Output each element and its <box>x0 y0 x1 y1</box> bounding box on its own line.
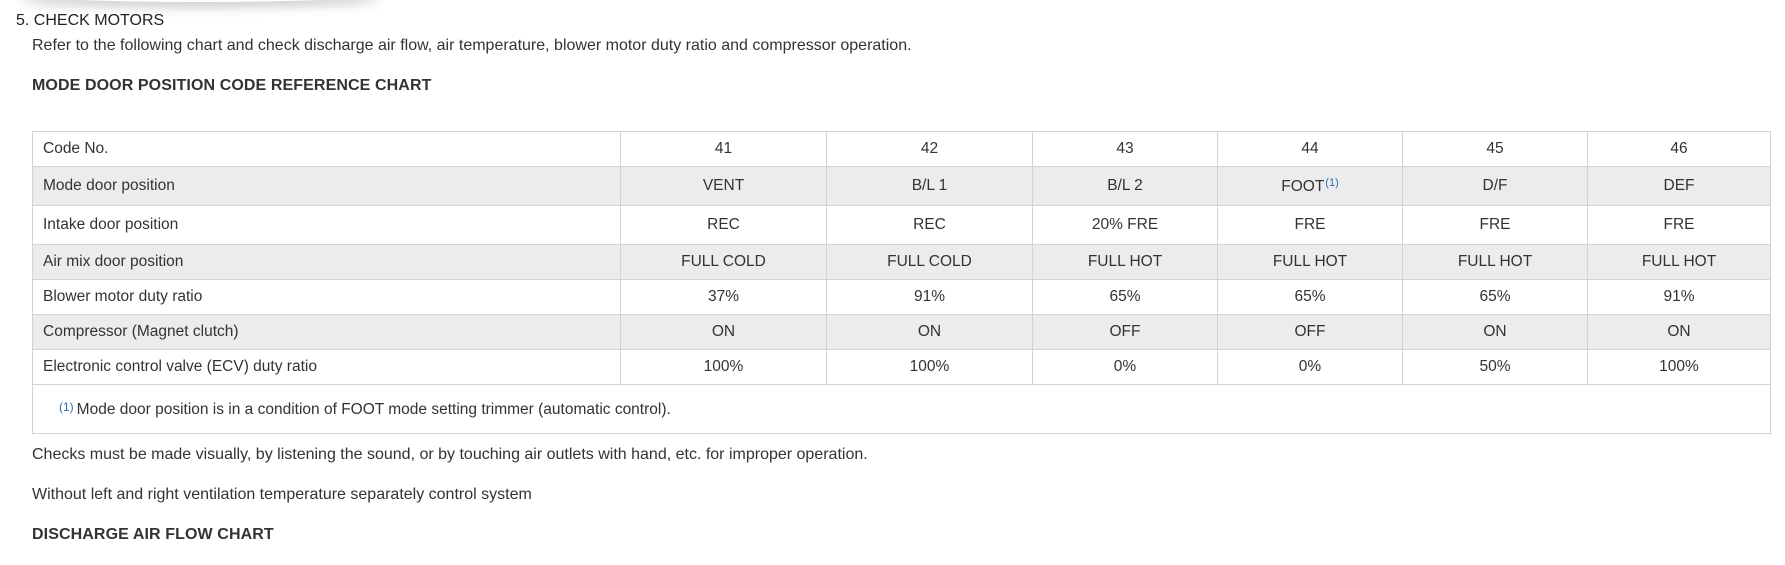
code-cell: 43 <box>1033 132 1218 167</box>
table-cell: ON <box>1403 315 1588 350</box>
checks-paragraph: Checks must be made visually, by listening the sound, or by touching air outlets with hand, etc. for improper operation. <box>32 446 868 463</box>
code-cell: 42 <box>827 132 1033 167</box>
table-cell: FRE <box>1588 206 1771 245</box>
table-cell: FULL COLD <box>827 245 1033 280</box>
table-row-compressor <box>33 315 1771 350</box>
table-cell: B/L 1 <box>827 167 1033 206</box>
discharge-chart-heading: DISCHARGE AIR FLOW CHART <box>32 526 274 543</box>
footnote-link[interactable]: (1) <box>1325 176 1339 189</box>
table-cell: REC <box>621 206 827 245</box>
table-cell: D/F <box>1403 167 1588 206</box>
mode-chart-heading: MODE DOOR POSITION CODE REFERENCE CHART <box>32 77 432 94</box>
table-cell: ON <box>621 315 827 350</box>
table-cell: FULL COLD <box>621 245 827 280</box>
code-cell: 41 <box>621 132 827 167</box>
row-label: Intake door position <box>33 206 621 245</box>
row-label: Mode door position <box>33 167 621 206</box>
without-system-paragraph: Without left and right ventilation temperature separately control system <box>32 486 532 503</box>
footnote-marker: (1) <box>59 399 74 414</box>
table-cell: 0% <box>1033 350 1218 385</box>
table-cell: 100% <box>621 350 827 385</box>
table-cell: VENT <box>621 167 827 206</box>
table-footnote-row <box>33 385 1771 434</box>
mode-door-position-chart <box>32 131 1771 434</box>
table-cell: DEF <box>1588 167 1771 206</box>
code-cell: 44 <box>1218 132 1403 167</box>
row-label: Code No. <box>33 132 621 167</box>
row-label: Electronic control valve (ECV) duty ratio <box>33 350 621 385</box>
table-cell: 50% <box>1403 350 1588 385</box>
row-label: Air mix door position <box>33 245 621 280</box>
table-cell: ON <box>1588 315 1771 350</box>
table-cell: FULL HOT <box>1403 245 1588 280</box>
table-row-mode-door <box>33 167 1771 206</box>
step-title: 5. CHECK MOTORS <box>16 12 165 29</box>
table-cell: FULL HOT <box>1033 245 1218 280</box>
table-cell: 91% <box>1588 280 1771 315</box>
table-row-air-mix-door <box>33 245 1771 280</box>
table-cell-text: FOOT <box>1281 177 1325 195</box>
table-cell: OFF <box>1218 315 1403 350</box>
table-cell: 0% <box>1218 350 1403 385</box>
code-cell: 45 <box>1403 132 1588 167</box>
table-cell: 65% <box>1033 280 1218 315</box>
row-label: Compressor (Magnet clutch) <box>33 315 621 350</box>
table-row-code-no <box>33 132 1771 167</box>
table-cell-with-footnote <box>1218 167 1403 206</box>
table-cell: ON <box>827 315 1033 350</box>
table-cell: REC <box>827 206 1033 245</box>
table-cell: FRE <box>1403 206 1588 245</box>
table-cell: FULL HOT <box>1588 245 1771 280</box>
table-cell: FRE <box>1218 206 1403 245</box>
table-cell: 65% <box>1403 280 1588 315</box>
table-cell: 100% <box>1588 350 1771 385</box>
table-cell: B/L 2 <box>1033 167 1218 206</box>
table-cell: 65% <box>1218 280 1403 315</box>
footnote-text: Mode door position is in a condition of FOOT mode setting trimmer (automatic control). <box>76 400 671 418</box>
table-row-ecv-duty <box>33 350 1771 385</box>
table-row-blower-duty <box>33 280 1771 315</box>
row-label: Blower motor duty ratio <box>33 280 621 315</box>
step-description: Refer to the following chart and check discharge air flow, air temperature, blower motor duty ratio and compressor operation. <box>32 37 912 54</box>
floating-panel-shadow <box>20 0 380 2</box>
table-cell: 37% <box>621 280 827 315</box>
table-cell: 91% <box>827 280 1033 315</box>
code-cell: 46 <box>1588 132 1771 167</box>
table-cell: OFF <box>1033 315 1218 350</box>
table-footnote <box>33 385 1771 434</box>
table-cell: FULL HOT <box>1218 245 1403 280</box>
table-row-intake-door <box>33 206 1771 245</box>
table-cell: 100% <box>827 350 1033 385</box>
table-cell: 20% FRE <box>1033 206 1218 245</box>
